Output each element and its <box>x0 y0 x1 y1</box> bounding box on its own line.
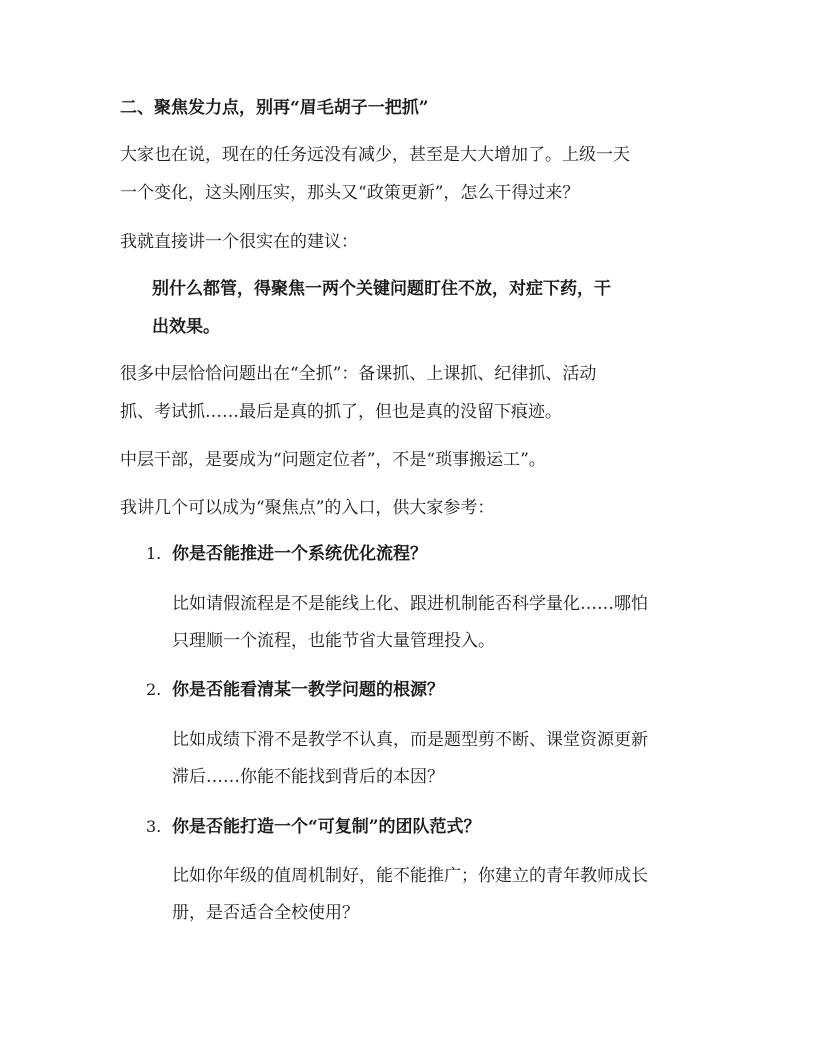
list-item-3-number: 3. <box>146 817 162 836</box>
key-advice-line-2: 出效果。 <box>152 317 220 337</box>
list-item-3-body-line-2: 册，是否适合全校使用？ <box>172 903 359 923</box>
key-advice-line-1: 别什么都管，得聚焦一两个关键问题盯住不放，对症下药，干 <box>152 279 611 299</box>
list-item-2-body-line-2: 滞后……你能不能找到背后的本因？ <box>172 767 444 787</box>
list-item-1-body-line-2: 只理顺一个流程，也能节省大量管理投入。 <box>172 631 495 651</box>
paragraph-3-line-2: 抓、考试抓……最后是真的抓了，但也是真的没留下痕迹。 <box>120 402 562 422</box>
paragraph-2: 我就直接讲一个很实在的建议： <box>120 232 358 252</box>
paragraph-1-line-1: 大家也在说，现在的任务远没有减少，甚至是大大增加了。上级一天 <box>120 145 630 165</box>
section-heading: 二、聚焦发力点，别再“眉毛胡子一把抓” <box>120 98 429 118</box>
list-item-3-title: 你是否能打造一个“可复制”的团队范式？ <box>172 817 481 837</box>
paragraph-5: 我讲几个可以成为“聚焦点”的入口，供大家参考： <box>120 498 495 518</box>
list-item-2-title: 你是否能看清某一教学问题的根源？ <box>172 680 444 700</box>
paragraph-3-line-1: 很多中层恰恰问题出在“全抓”：备课抓、上课抓、纪律抓、活动 <box>120 364 597 384</box>
list-item-1-number: 1. <box>146 544 162 563</box>
list-item-1-body-line-1: 比如请假流程是不是能线上化、跟进机制能否科学量化……哪怕 <box>172 594 648 614</box>
list-item-2-number: 2. <box>146 680 162 699</box>
list-item-3-body-line-1: 比如你年级的值周机制好，能不能推广；你建立的青年教师成长 <box>172 866 648 886</box>
paragraph-4: 中层干部，是要成为“问题定位者”，不是“琐事搬运工”。 <box>120 450 546 470</box>
list-item-2-body-line-1: 比如成绩下滑不是教学不认真，而是题型剪不断、课堂资源更新 <box>172 730 648 750</box>
list-item-1-title: 你是否能推进一个系统优化流程？ <box>172 544 427 564</box>
paragraph-1-line-2: 一个变化，这头刚压实，那头又“政策更新”，怎么干得过来？ <box>120 183 580 203</box>
